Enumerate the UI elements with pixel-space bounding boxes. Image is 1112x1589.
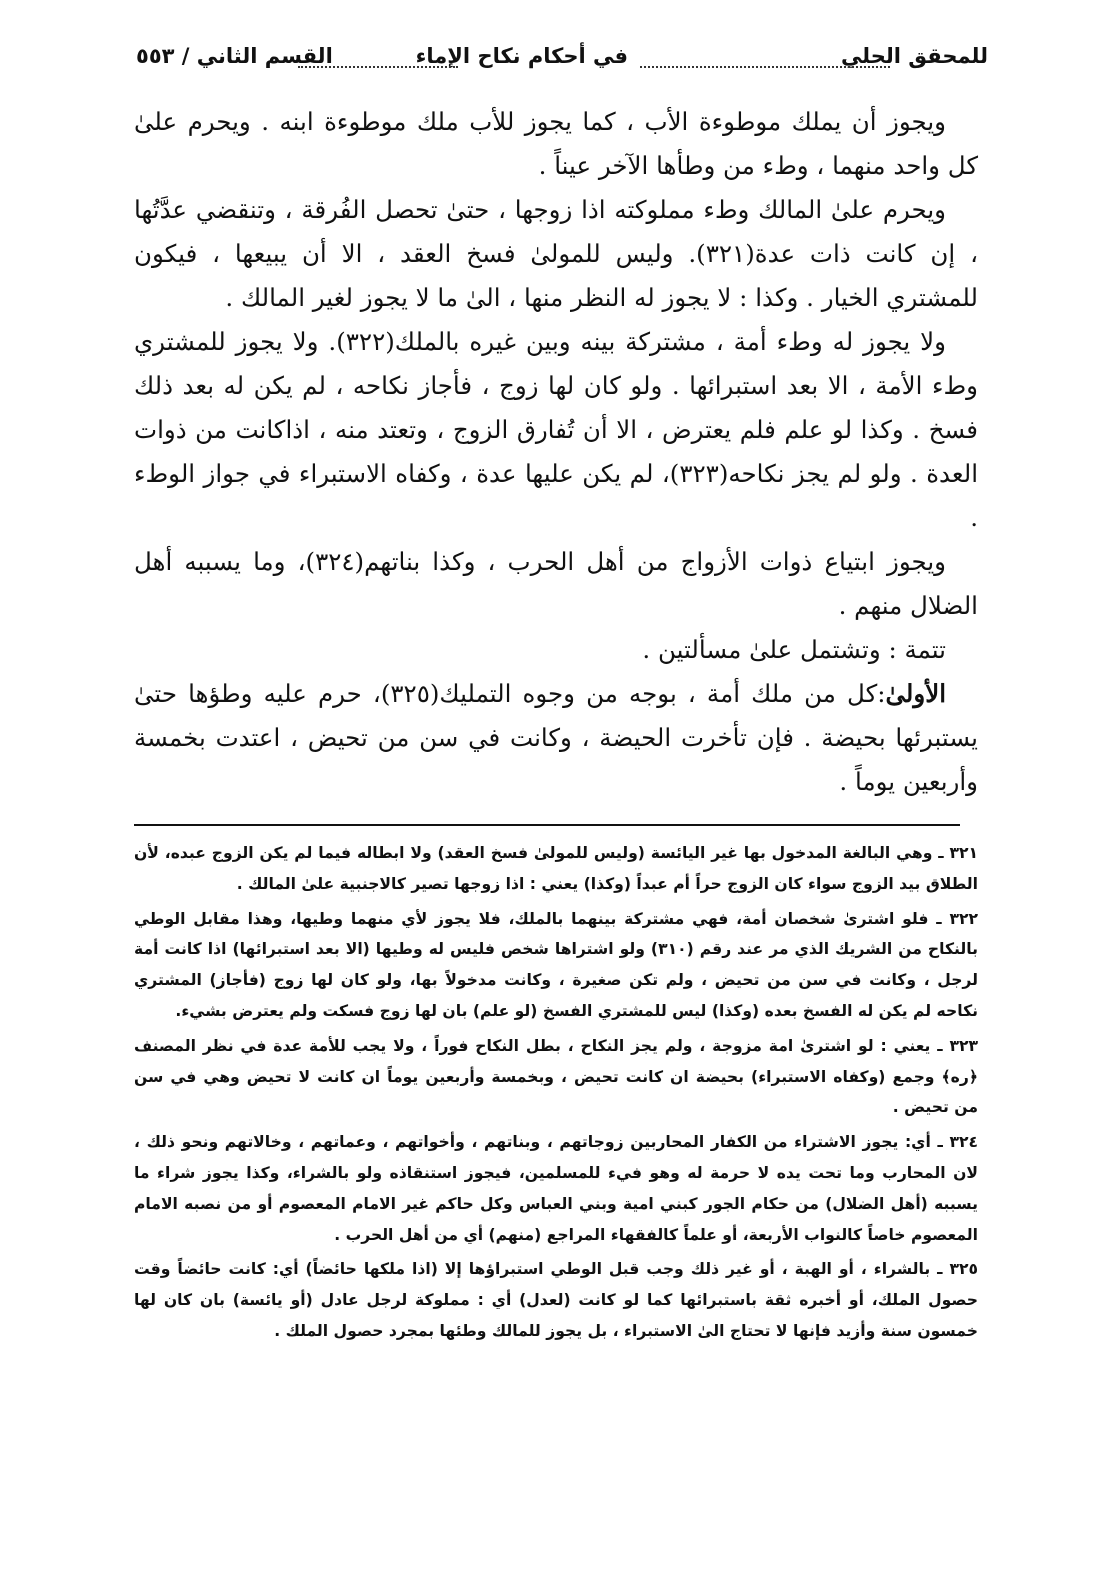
main-text — [134, 100, 978, 804]
footnote-321: ٣٢١ ـ وهي البالغة المدخول بها غير اليائسة (وليس للمولىٰ فسخ العقد) ولا ابطاله فيما لم يكن الزوج عبده، لأن الطلاق بيد الزوج سواء كان الزوج حراً أم عبداً (وكذا) يعني : اذا زوجها تصير كالاجنبية علىٰ المالك . — [134, 844, 978, 893]
footnote-divider — [134, 824, 960, 826]
header-chapter-title: في أحكام نكاح الإماء — [415, 44, 628, 68]
header-leader-dots — [640, 66, 890, 68]
footnote-323: ٣٢٣ ـ يعني : لو اشترىٰ امة مزوجة ، ولم يجز النكاح ، بطل النكاح فوراً ، ولا يجب للأمة عدة في نظر المصنف ﴿ره﴾ وجمع (وكفاه الاستبراء) بحيضة ان كانت تحيض ، وبخمسة وأربعين يوماً ان كانت لا تحيض وهي في سن من تحيض . — [134, 1036, 978, 1117]
footnote-324: ٣٢٤ ـ أي: يجوز الاشتراء من الكفار المحاربين زوجاتهم ، وبناتهم ، وأخواتهم ، وعماتهم ، وخالاتهم ونحو ذلك ، لان المحارب وما تحت يده لا حرمة له وهو فيء للمسلمين، فيجوز استنقاذه ولو بالشراء، وكذا يجوز شراء ما يسببه (أهل الضلال) من حكام الجور كبني امية وبني العباس وكل حاكم غير الامام المعصوم أو من نصبه الامام المعصوم خاصاً كالنواب الأربعة، أو علماً كالفقهاء المراجع (منهم) أي من أهل الحرب . — [134, 1133, 978, 1244]
paragraph: تتمة : وتشتمل علىٰ مسألتين . — [642, 635, 946, 664]
running-header — [136, 44, 988, 74]
paragraph: ويجوز ابتياع ذوات الأزواج من أهل الحرب ، وكذا بناتهم(٣٢٤)، وما يسببه أهل الضلال منهم . — [134, 547, 978, 620]
footnote-325: ٣٢٥ ـ بالشراء ، أو الهبة ، أو غير ذلك وجب قبل الوطي استبراؤها إلا (اذا ملكها حائضاً) أي: كانت حائضاً وقت حصول الملك، أو أخبره ثقة باستبرائها كما لو كانت (لعدل) أي : مملوكة لرجل عادل (أو يائسة) بان كان لها خمسون سنة وأزيد فإنها لا تحتاج الىٰ الاستبراء ، بل يجوز للمالك وطئها بمجرد حصول الملك . — [134, 1260, 978, 1340]
footnotes — [134, 838, 978, 1351]
paragraph: ولا يجوز له وطء أمة ، مشتركة بينه وبين غيره بالملك(٣٢٢). ولا يجوز للمشتري وطء الأمة ، الا بعد استبرائها . ولو كان لها زوج ، فأجاز نكاحه ، لم يكن له بعد ذلك فسخ . وكذا لو علم فلم يعترض ، الا أن تُفارق الزوج ، وتعتد منه ، اذاكانت من ذوات العدة . ولو لم يجز نكاحه(٣٢٣)، لم يكن عليها عدة ، وكفاه الاستبراء في جواز الوطء . — [134, 327, 979, 532]
header-section-page: القسم الثاني / ٥٥٣ — [136, 44, 333, 68]
paragraph — [134, 672, 978, 804]
paragraph: ويجوز أن يملك موطوءة الأب ، كما يجوز للأب ملك موطوءة ابنه . ويحرم علىٰ كل واحد منهما ، وطء من وطأها الآخر عيناً . — [134, 107, 978, 180]
paragraph: ويحرم علىٰ المالك وطء مملوكته اذا زوجها ، حتىٰ تحصل الفُرقة ، وتنقضي عدَّتُها ، إن كانت ذات عدة(٣٢١). وليس للمولىٰ فسخ العقد ، الا أن يبيعها ، فيكون للمشتري الخيار . وكذا : لا يجوز له النظر منها ، الىٰ ما لا يجوز لغير المالك . — [134, 195, 978, 312]
paragraph-text: :كل من ملك أمة ، بوجه من وجوه التمليك(٣٢٥)، حرم عليه وطؤها حتىٰ يستبرئها بحيضة . فإن تأخرت الحيضة ، وكانت في سن من تحيض ، اعتدت بخمسة وأربعين يوماً . — [134, 679, 978, 796]
footnote-322: ٣٢٢ ـ فلو اشترىٰ شخصان أمة، فهي مشتركة بينهما بالملك، فلا يجوز لأي منهما وطيها، وهذا مقابل الوطي بالنكاح من الشريك الذي مر عند رقم (٣١٠) ولو اشتراها شخص فليس له وطيها (الا بعد استبرائها) اذا كانت أمة لرجل ، وكانت في سن من تحيض ، ولم تكن صغيرة ، وكانت مدخولاً بها، ولو كان لها زوج (فأجاز) المشتري نكاحه لم يكن له الفسخ بعده (وكذا) ليس للمشتري الفسخ (لو علم) بان لها زوج فسكت ولم يعترض بشيء. — [134, 909, 978, 1020]
header-book-title: للمحقق الحلي — [840, 44, 988, 68]
issue-heading: الأولىٰ — [885, 679, 946, 708]
